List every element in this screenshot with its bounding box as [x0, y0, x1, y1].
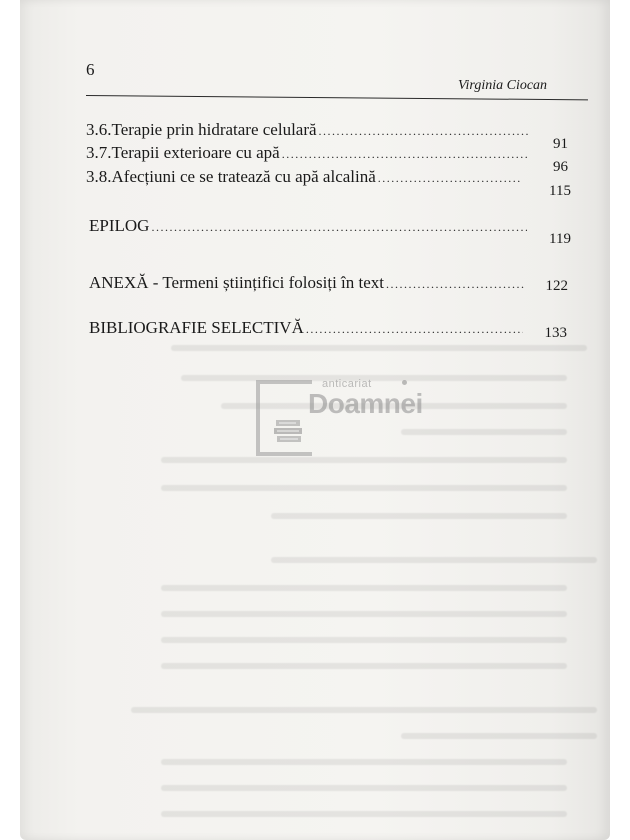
toc-entry-title: Terapii exterioare cu apă [111, 143, 280, 162]
toc-entry-page: 122 [545, 278, 568, 294]
toc-entry-title: EPILOG [89, 216, 150, 235]
toc-leader-dots [282, 147, 528, 162]
toc-leader-dots [378, 171, 522, 186]
book-stack-icon [274, 418, 304, 444]
watermark-small-text: anticariat [322, 378, 372, 390]
toc-entry-3-6 [86, 120, 532, 140]
header-rule [86, 95, 588, 100]
toc-entry-page: 115 [549, 183, 571, 199]
page-number: 6 [86, 60, 95, 79]
toc-entry-title: ANEXĂ - Termeni științifici folosiți în text [89, 273, 385, 292]
toc-entry-3-8 [86, 167, 526, 187]
toc-leader-dots [319, 124, 528, 139]
watermark-brand: Doamnei [308, 388, 423, 419]
toc-entry-title: Terapie prin hidratare celulară [111, 120, 317, 139]
toc-entry-page: 96 [553, 159, 568, 175]
toc-entry-3-7 [86, 143, 532, 163]
watermark-dot [402, 380, 407, 385]
toc-entry-title: BIBLIOGRAFIE SELECTIVĂ [89, 318, 304, 337]
show-through-texture [104, 210, 604, 830]
toc-entry-number: 3.6. [86, 120, 112, 139]
toc-entry-page: 91 [553, 136, 568, 152]
toc-entry-page: 133 [544, 325, 567, 341]
watermark-logo [256, 376, 436, 462]
toc-entry-number: 3.8. [86, 167, 112, 186]
book-page [20, 0, 610, 840]
running-head-author: Virginia Ciocan [458, 78, 548, 93]
toc-entry-title: Afecțiuni ce se tratează cu apă alcalină [111, 167, 376, 186]
toc-entry-number: 3.7. [86, 143, 112, 162]
toc-entry-page: 119 [549, 231, 571, 247]
